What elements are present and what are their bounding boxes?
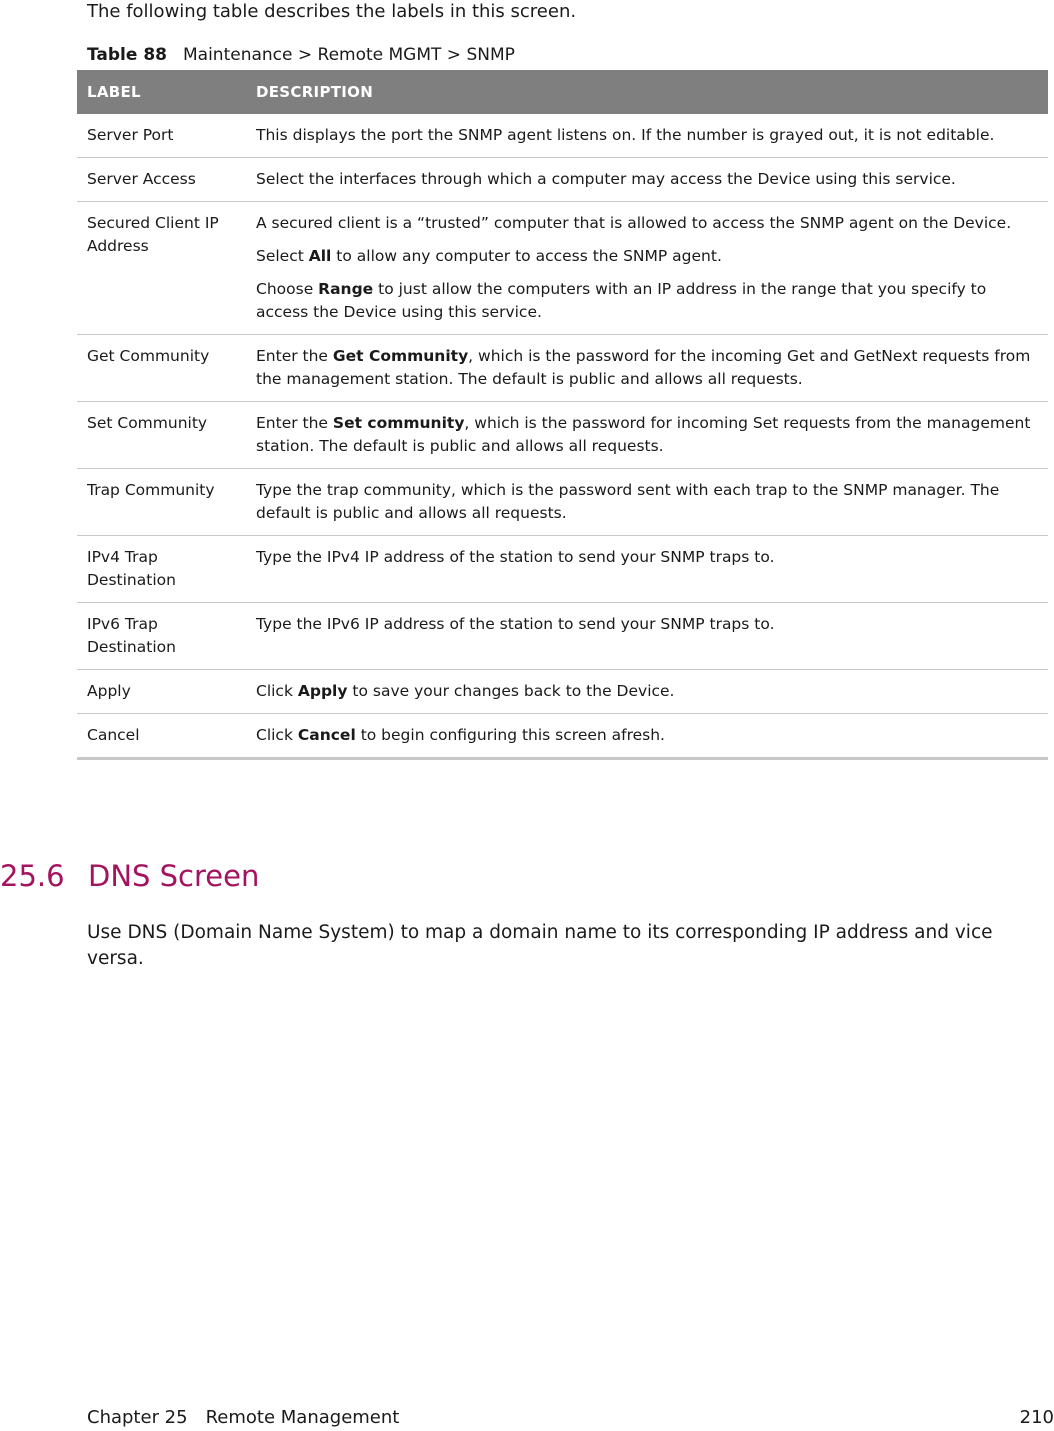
bold-term: Set community — [332, 414, 465, 432]
row-label: IPv4 Trap Destination — [77, 536, 246, 603]
row-description — [246, 714, 1048, 759]
description-paragraph: Click Cancel to begin configuring this screen afresh. — [256, 726, 665, 744]
bold-term: Apply — [297, 682, 348, 700]
row-label: Secured Client IP Address — [77, 202, 246, 335]
page-number: 210 — [1019, 1407, 1054, 1428]
table-caption-number: Table 88 — [87, 45, 167, 65]
bold-term: Cancel — [297, 726, 356, 744]
section-title: DNS Screen — [88, 859, 260, 893]
table-row — [77, 670, 1048, 714]
description-paragraph: Type the trap community, which is the password sent with each trap to the SNMP manager. The default is public and allows all requests. — [256, 481, 1000, 522]
description-paragraph: Type the IPv4 IP address of the station to send your SNMP traps to. — [256, 548, 775, 566]
table-body — [77, 114, 1048, 759]
row-description — [246, 670, 1048, 714]
section-heading — [0, 856, 259, 896]
table-row — [77, 603, 1048, 670]
description-paragraph: Click Apply to save your changes back to the Device. — [256, 682, 675, 700]
bold-term: All — [308, 247, 332, 265]
row-label: Server Port — [77, 114, 246, 158]
snmp-labels-table — [77, 70, 1048, 760]
row-description — [246, 158, 1048, 202]
description-paragraph: A secured client is a “trusted” computer that is allowed to access the SNMP agent on the Device. — [256, 214, 1012, 232]
description-paragraph: Select All to allow any computer to access the SNMP agent. — [256, 247, 722, 265]
row-label: Set Community — [77, 402, 246, 469]
row-description — [246, 603, 1048, 670]
row-label: Server Access — [77, 158, 246, 202]
description-paragraph: Type the IPv6 IP address of the station to send your SNMP traps to. — [256, 615, 775, 633]
description-paragraph: Enter the Get Community, which is the password for the incoming Get and GetNext requests from the management station. The default is public and allows all requests. — [256, 347, 1031, 388]
footer-chapter-title: Remote Management — [205, 1407, 400, 1428]
table-row — [77, 536, 1048, 603]
row-description — [246, 335, 1048, 402]
description-paragraph: Enter the Set community, which is the password for incoming Set requests from the management station. The default is public and allows all requests. — [256, 414, 1031, 455]
table-caption-title: Maintenance > Remote MGMT > SNMP — [182, 45, 515, 65]
row-description — [246, 536, 1048, 603]
row-label: Apply — [77, 670, 246, 714]
table-row — [77, 335, 1048, 402]
header-label: LABEL — [77, 70, 246, 114]
row-label: Get Community — [77, 335, 246, 402]
bold-term: Get Community — [332, 347, 469, 365]
row-description — [246, 402, 1048, 469]
row-description — [246, 469, 1048, 536]
footer-chapter — [87, 1405, 399, 1431]
table-row — [77, 202, 1048, 335]
table-caption — [87, 43, 515, 67]
description-paragraph: Choose Range to just allow the computers with an IP address in the range that you specify to access the Device using this service. — [256, 280, 987, 321]
row-description — [246, 114, 1048, 158]
row-label: Trap Community — [77, 469, 246, 536]
section-body: Use DNS (Domain Name System) to map a domain name to its corresponding IP address and vice versa. — [87, 922, 993, 969]
table-row — [77, 158, 1048, 202]
intro-text: The following table describes the labels in this screen. — [87, 1, 577, 22]
section-number: 25.6 — [0, 859, 65, 893]
table-header-row — [77, 70, 1048, 114]
row-label: IPv6 Trap Destination — [77, 603, 246, 670]
row-label: Cancel — [77, 714, 246, 759]
table-row — [77, 114, 1048, 158]
footer-chapter-number: Chapter 25 — [87, 1407, 188, 1428]
table-row — [77, 469, 1048, 536]
bold-term: Range — [318, 280, 374, 298]
header-description: DESCRIPTION — [246, 70, 1048, 114]
description-paragraph: This displays the port the SNMP agent listens on. If the number is grayed out, it is not editable. — [256, 126, 995, 144]
table-row — [77, 402, 1048, 469]
table-row — [77, 714, 1048, 759]
row-description — [246, 202, 1048, 335]
description-paragraph: Select the interfaces through which a computer may access the Device using this service. — [256, 170, 956, 188]
